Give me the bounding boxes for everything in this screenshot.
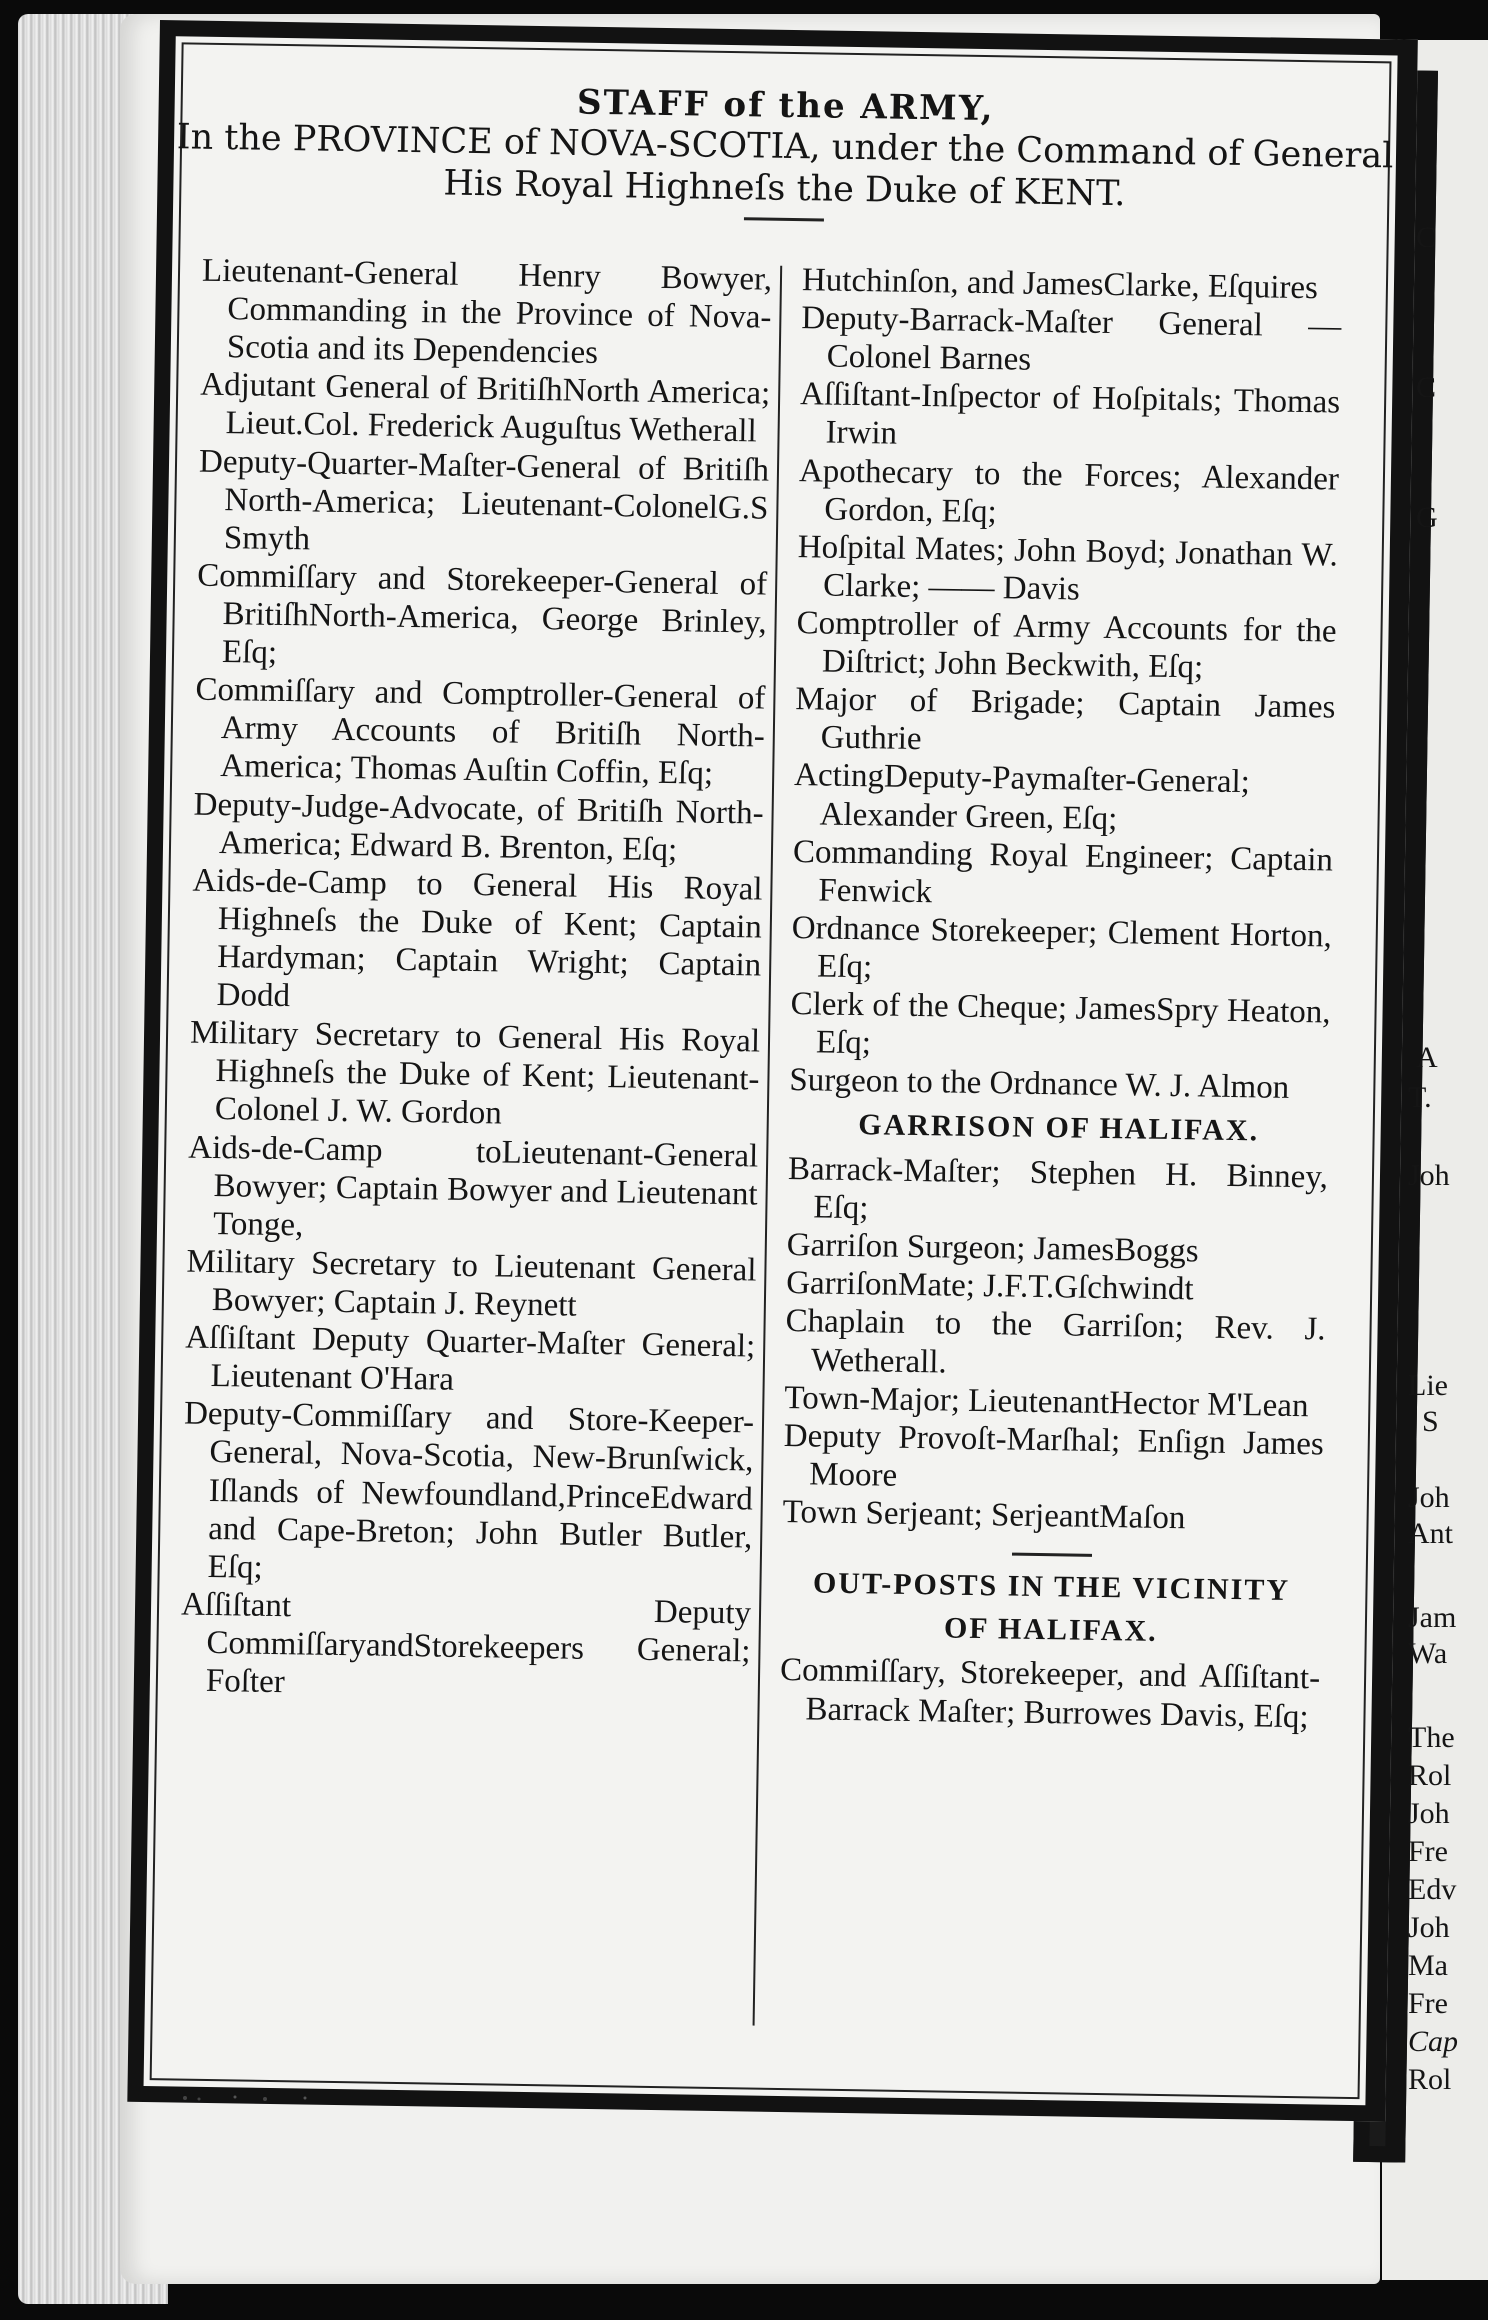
staff-entry: Commiſſary and Comptroller-General of Army Accounts of Britiſh North-America; Thomas Auſtin Coffin, Eſq; (195, 671, 766, 793)
facing-fragment: A (1416, 1041, 1438, 1074)
staff-entry: Deputy-Quarter-Maſter-General of Britiſh North-America; Lieutenant-ColonelG.S Smyth (198, 443, 770, 558)
staff-entry: ActingDeputy-Paymaſter-General; Alexander Green, Eſq; (793, 757, 1251, 837)
staff-entry: Apothecary to the Forces; Alexander Gordon, Eſq; (798, 452, 1340, 530)
staff-entry: Commiſſary and Storekeeper-General of BritiſhNorth-America, George Brinley, Eſq; (196, 557, 768, 672)
facing-fragment: Joh (1408, 1159, 1450, 1192)
header-line-1: In the PROVINCE of NOVA-SCOTIA, under the Command of General (176, 117, 1394, 177)
facing-fragment: Ant (1408, 1517, 1453, 1550)
outposts-entry: Commiſſary, Storekeeper, and Aſſiſtant-Barrack Maſter; Burrowes Davis, Eſq; (779, 1652, 1321, 1735)
garrison-entry: Town Serjeant; SerjeantMaſon (782, 1493, 1186, 1537)
staff-entry: Lieutenant-General Henry Bowyer, Commanding in the Province of Nova-Scotia and its Dependencies (201, 252, 773, 372)
facing-fragment: Joh (1408, 1481, 1450, 1514)
facing-fragment: Fre (1408, 1987, 1448, 2020)
staff-entry: Comptroller of Army Accounts for the Diſtrict; John Beckwith, Eſq; (796, 605, 1337, 686)
staff-entry: Hoſpital Mates; John Boyd; Jonathan W. Clarke; —— Davis (797, 528, 1339, 608)
staff-entry: Deputy-Judge-Advocate, of Britiſh North-America; Edward B. Brenton, Eſq; (193, 786, 764, 868)
staff-entry: Major of Brigade; Captain James Guthrie (795, 681, 1336, 758)
outposts-heading-line-2: OF HALIFAX. (943, 1611, 1158, 1648)
outposts-heading-line-1: OUT-POSTS IN THE VICINITY (812, 1566, 1291, 1608)
facing-fragment: The (1408, 1721, 1455, 1754)
staff-entry: Deputy-Barrack-Maſter General —Colonel Barnes (801, 300, 1342, 378)
staff-entry: Aids-de-Camp toLieutenant-General Bowyer; Captain Bowyer and Lieutenant Tonge, (188, 1129, 759, 1244)
staff-entry: Hutchinſon, and JamesClarke, Eſquires (801, 262, 1319, 307)
facing-fragment: Ma (1408, 1949, 1448, 1982)
facing-fragment: S (1422, 1405, 1439, 1438)
garrison-heading: GARRISON OF HALIFAX. (858, 1108, 1260, 1148)
facing-fragment: C (1416, 221, 1437, 254)
facing-fragment: Edv (1408, 1873, 1457, 1906)
staff-entry: Surgeon to the Ordnance W. J. Almon (789, 1062, 1290, 1107)
facing-fragment: Joh (1408, 1797, 1450, 1830)
facing-fragment: Jam (1408, 1601, 1457, 1634)
staff-entry: Military Secretary to Lieutenant General Bowyer; Captain J. Reynett (186, 1243, 757, 1324)
facing-fragment: Rol (1408, 2063, 1452, 2096)
facing-fragment: C (1416, 371, 1437, 404)
page-header (173, 76, 1397, 230)
facing-fragment: T. (1408, 1081, 1432, 1114)
staff-entry: Aſſiſtant-Inſpector of Hoſpitals; Thomas Irwin (799, 376, 1341, 453)
facing-fragment: Lie (1408, 1369, 1448, 1402)
staff-entry: Aſſiſtant Deputy Quarter-Maſter General; Lieutenant O'Hara (185, 1319, 756, 1398)
facing-fragment: Joh (1408, 1911, 1450, 1944)
facing-fragment: Wa (1408, 1637, 1448, 1670)
garrison-entry: Town-Major; LieutenantHector M'Lean (784, 1379, 1309, 1424)
section-rule (1012, 1553, 1092, 1557)
garrison-entry: GarriſonMate; J.F.T.Gſchwindt (785, 1265, 1194, 1308)
garrison-entry: Chaplain to the Garriſon; Rev. J. Wetherall. (785, 1303, 1326, 1381)
garrison-entry: Barrack-Maſter; Stephen H. Binney, Eſq; (787, 1151, 1329, 1227)
facing-fragment: G (1416, 501, 1438, 534)
facing-fragment: Fre (1408, 1835, 1448, 1868)
staff-entry: Ordnance Storekeeper; Clement Horton, Eſq; (791, 909, 1333, 986)
staff-entry: Clerk of the Cheque; JamesSpry Heaton, Eſq; (790, 986, 1331, 1062)
staff-entry: Commanding Royal Engineer; Captain Fenwick (792, 833, 1334, 910)
staff-entry: Aſſiſtant Deputy CommiſſaryandStorekeepers General; Foſter (180, 1586, 752, 1701)
printed-page-frame (127, 20, 1418, 2122)
staff-entry: Deputy-Commiſſary and Store-Keeper-General, Nova-Scotia, New-Brunſwick, Iſlands of Newfoundland,PrinceEdward and Cape-Breton; John Butler Butler, Eſq; (183, 1395, 755, 1586)
facing-fragment: Cap (1408, 2025, 1459, 2058)
staff-entry: Aids-de-Camp to General His Royal Highneſs the Duke of Kent; Captain Hardyman; Captain Wright; Captain Dodd (192, 862, 763, 1015)
header-line-2: His Royal Highneſs the Duke of KENT. (443, 163, 1126, 215)
page-title: STAFF of the ARMY, (576, 82, 995, 130)
staff-entry: Military Secretary to General His Royal Highneſs the Duke of Kent; Lieutenant-Colonel J. W. Gordon (189, 1014, 761, 1132)
facing-page-text (1408, 40, 1488, 2280)
facing-fragment: Rol (1408, 1759, 1452, 1792)
ink-specks-icon (175, 2093, 475, 2103)
left-column (180, 252, 773, 1709)
staff-entry: Adjutant General of BritiſhNorth America; Lieut.Col. Frederick Auguſtus Wetherall (199, 367, 771, 450)
page-foot-specks (175, 2088, 475, 2098)
garrison-entry: Garriſon Surgeon; JamesBoggs (786, 1227, 1199, 1270)
garrison-entry: Deputy Provoſt-Marſhal; Enſign James Moore (783, 1417, 1325, 1494)
right-column (779, 261, 1342, 1736)
